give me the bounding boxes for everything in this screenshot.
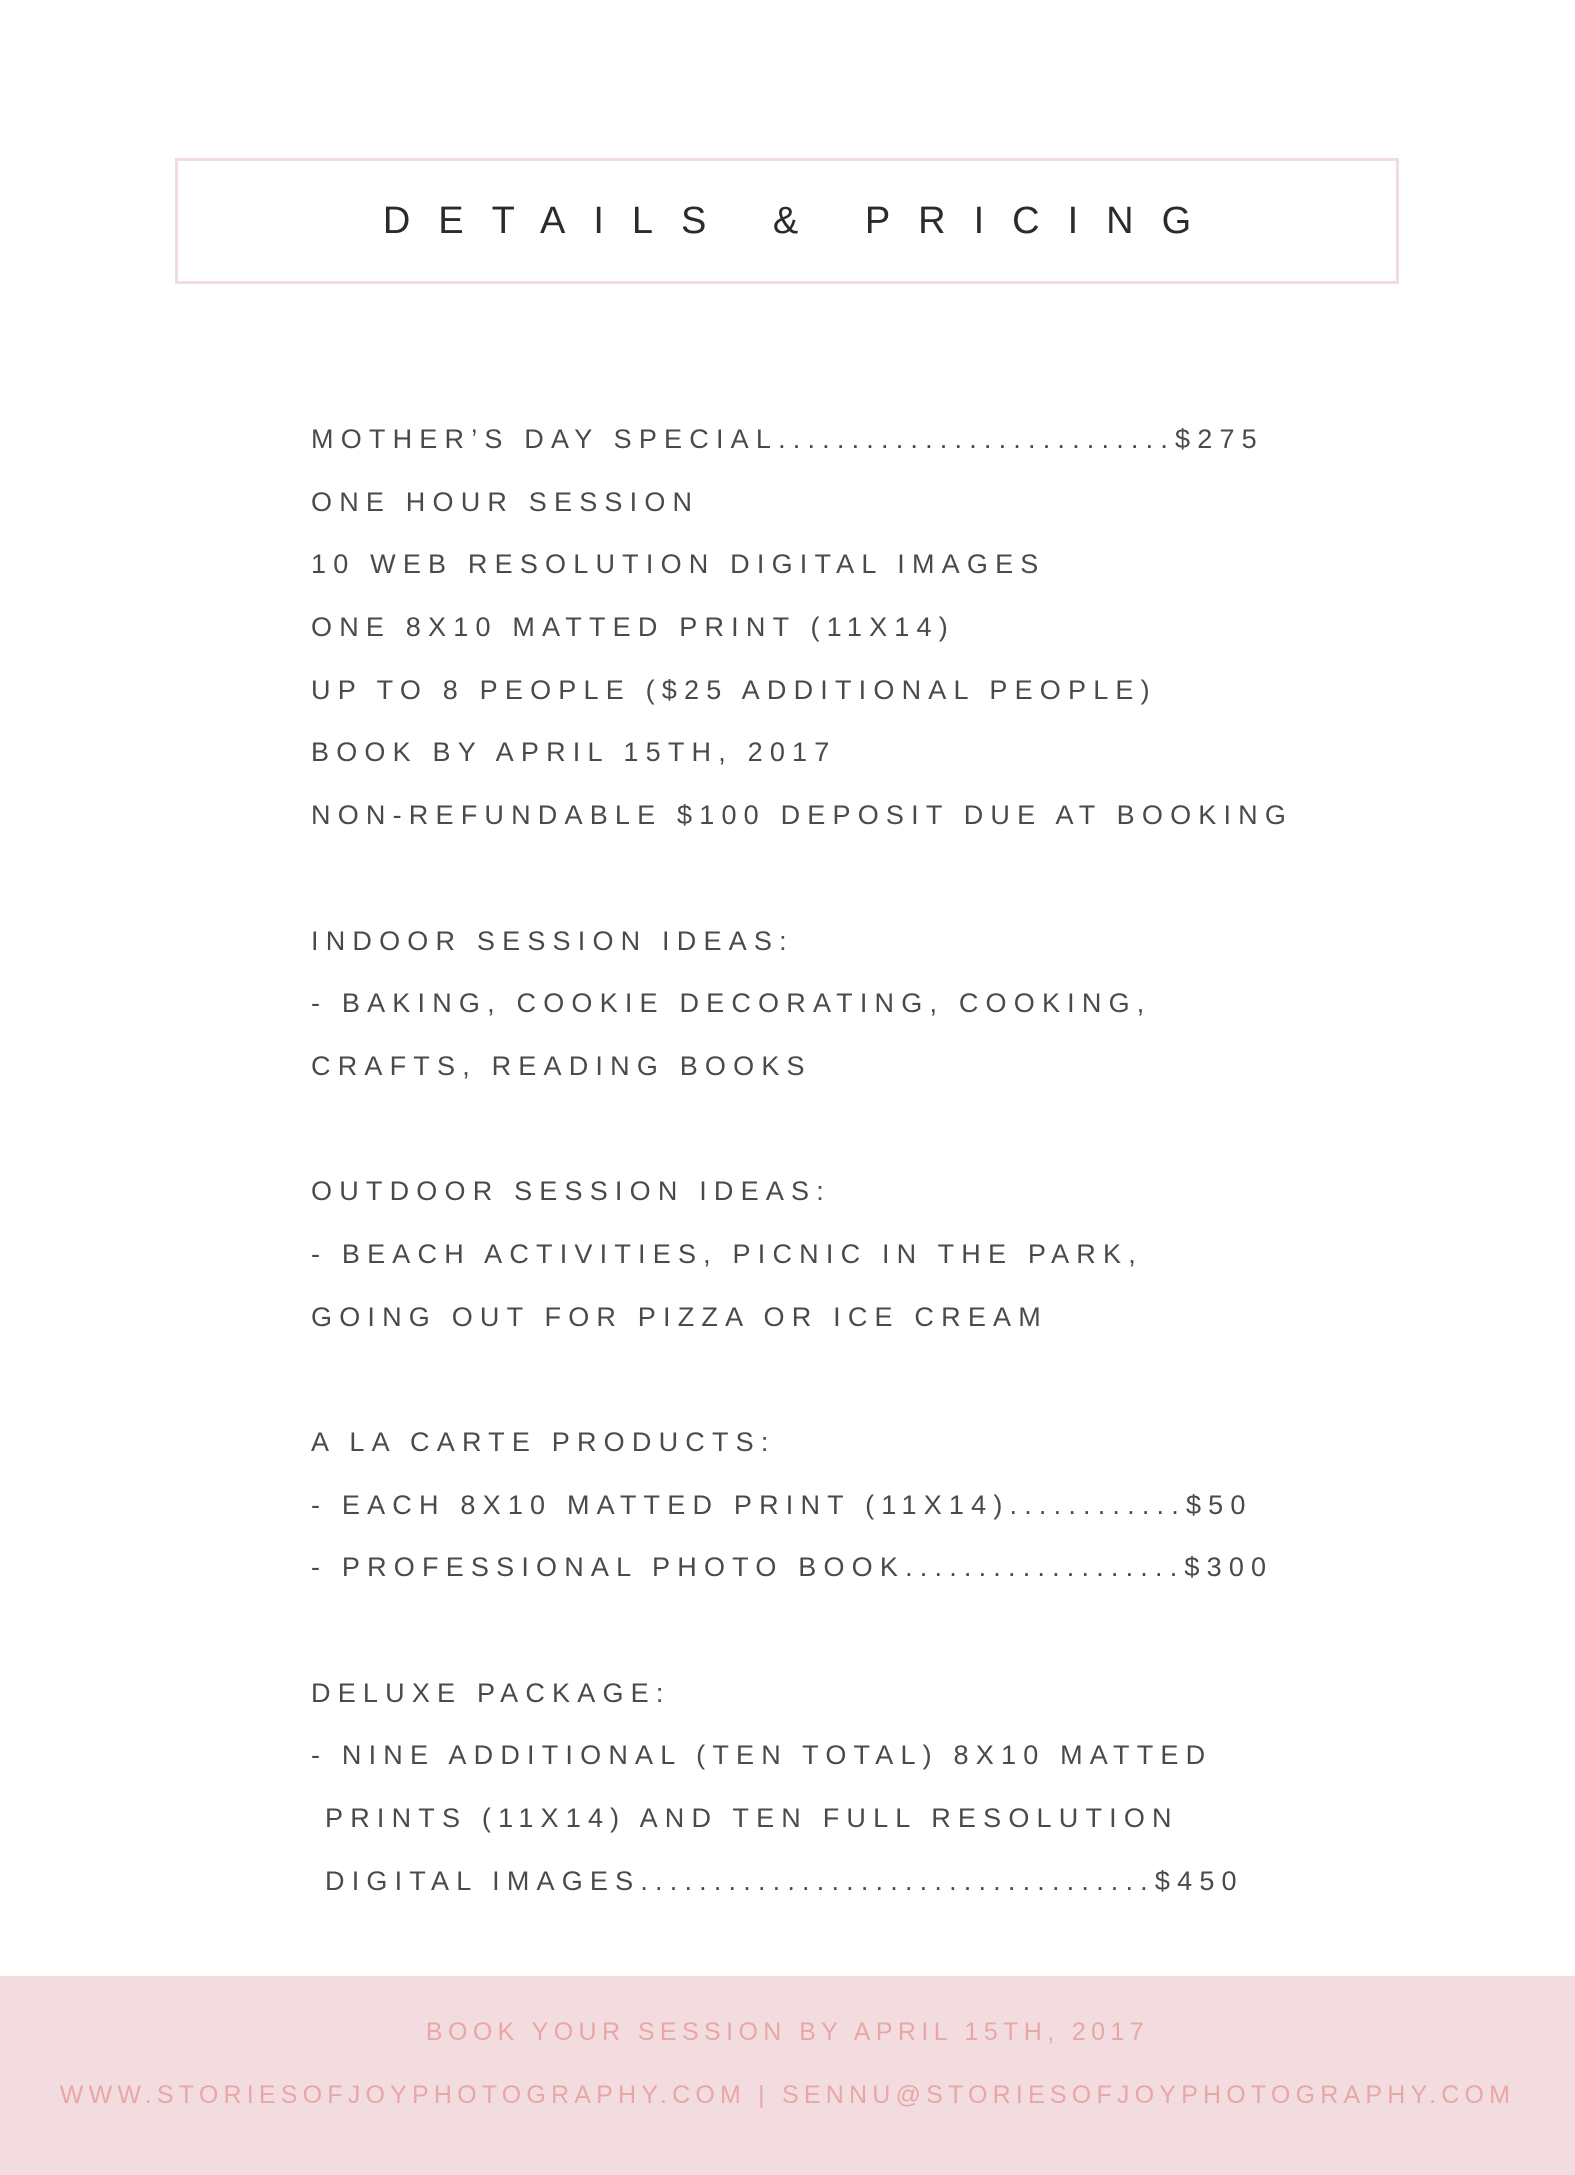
- indoor-idea-line: - BAKING, COOKIE DECORATING, COOKING,: [311, 988, 1152, 1019]
- deluxe-price-line: DIGITAL IMAGES...................................$450: [325, 1865, 1244, 1896]
- deluxe-detail-line: PRINTS (11X14) AND TEN FULL RESOLUTION: [325, 1803, 1179, 1834]
- deluxe-detail-line: - NINE ADDITIONAL (TEN TOTAL) 8X10 MATTED: [311, 1740, 1213, 1771]
- pricing-content: [311, 408, 1431, 1913]
- outdoor-section: [311, 1160, 1431, 1348]
- footer-contact-text: WWW.STORIESOFJOYPHOTOGRAPHY.COM | SENNU@STORIESOFJOYPHOTOGRAPHY.COM: [59, 2081, 1516, 2109]
- deluxe-heading: DELUXE PACKAGE:: [311, 1677, 671, 1708]
- title-box: [175, 158, 1399, 284]
- outdoor-heading: OUTDOOR SESSION IDEAS:: [311, 1176, 831, 1207]
- a-la-carte-item: - PROFESSIONAL PHOTO BOOK...................$300: [311, 1552, 1274, 1583]
- special-detail-line: UP TO 8 PEOPLE ($25 ADDITIONAL PEOPLE): [311, 674, 1157, 705]
- indoor-idea-line: CRAFTS, READING BOOKS: [311, 1050, 812, 1081]
- special-detail-line: NON-REFUNDABLE $100 DEPOSIT DUE AT BOOKING: [311, 800, 1294, 831]
- page-title: DETAILS & PRICING: [382, 199, 1220, 242]
- outdoor-idea-line: GOING OUT FOR PIZZA OR ICE CREAM: [311, 1301, 1048, 1332]
- indoor-section: [311, 910, 1431, 1098]
- special-detail-line: BOOK BY APRIL 15TH, 2017: [311, 737, 837, 768]
- section-spacer: [311, 1348, 1431, 1411]
- a-la-carte-item: - EACH 8X10 MATTED PRINT (11X14)............$50: [311, 1489, 1253, 1520]
- a-la-carte-heading: A LA CARTE PRODUCTS:: [311, 1427, 776, 1457]
- special-detail-line: ONE 8X10 MATTED PRINT (11X14): [311, 612, 955, 643]
- section-spacer: [311, 1098, 1431, 1161]
- indoor-heading: INDOOR SESSION IDEAS:: [311, 925, 794, 956]
- footer-booking-text: BOOK YOUR SESSION BY APRIL 15TH, 2017: [425, 2018, 1150, 2046]
- footer-band: [0, 1976, 1575, 2175]
- a-la-carte-section: [311, 1411, 1431, 1599]
- section-spacer: [311, 1599, 1431, 1662]
- special-price-line: MOTHER’S DAY SPECIAL...........................$275: [311, 424, 1264, 454]
- special-detail-line: 10 WEB RESOLUTION DIGITAL IMAGES: [311, 549, 1046, 580]
- section-spacer: [311, 847, 1431, 910]
- deluxe-section: [311, 1662, 1431, 1913]
- special-section: [311, 408, 1431, 847]
- special-detail-line: ONE HOUR SESSION: [311, 486, 700, 517]
- outdoor-idea-line: - BEACH ACTIVITIES, PICNIC IN THE PARK,: [311, 1238, 1143, 1269]
